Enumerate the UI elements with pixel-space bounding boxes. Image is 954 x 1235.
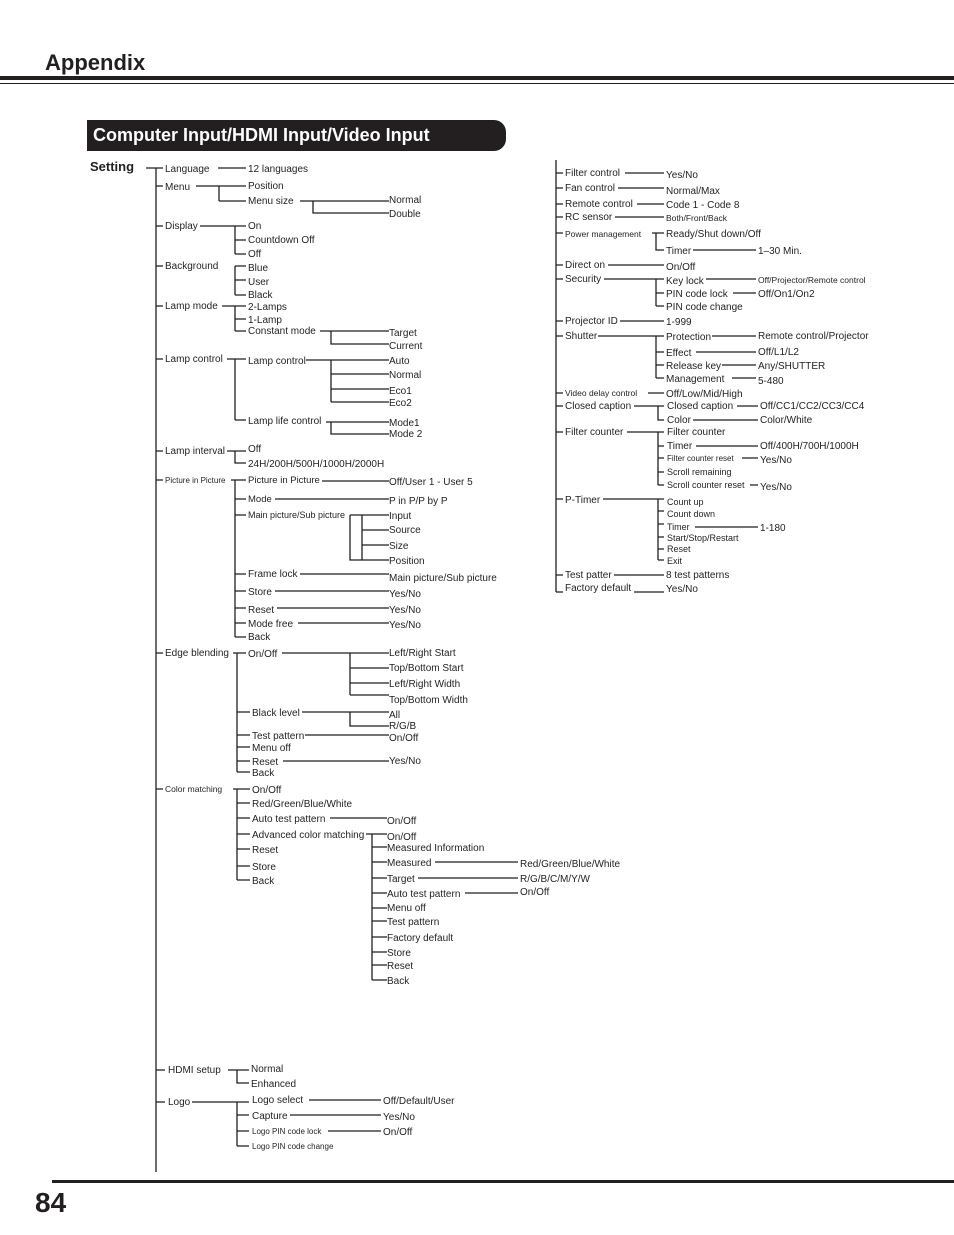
menu-label: Blue — [248, 263, 269, 274]
menu-label: Ready/Shut down/Off — [666, 229, 761, 240]
menu-label: Eco1 — [389, 386, 412, 397]
menu-label: Back — [252, 768, 275, 779]
menu-label: R/G/B/C/M/Y/W — [520, 874, 590, 885]
menu-label: Filter control — [565, 168, 621, 179]
menu-label: Release key — [666, 361, 722, 372]
menu-label: Top/Bottom Width — [389, 695, 468, 706]
menu-label: Menu size — [248, 196, 294, 207]
menu-label: Menu — [165, 182, 191, 193]
menu-label: Yes/No — [383, 1112, 415, 1123]
menu-label: Eco2 — [389, 398, 412, 409]
menu-label: On/Off — [383, 1127, 413, 1138]
menu-label: Auto test pattern — [387, 889, 461, 900]
menu-label: On/Off — [389, 733, 419, 744]
menu-label: On/Off — [387, 816, 417, 827]
menu-label: 8 test patterns — [666, 570, 730, 581]
menu-label: Closed caption — [667, 401, 734, 412]
menu-label: Advanced color matching — [252, 830, 365, 841]
menu-label: Normal — [389, 195, 422, 206]
menu-label: On/Off — [666, 262, 696, 273]
menu-label: Yes/No — [389, 605, 421, 616]
menu-label: Logo PIN code lock — [252, 1127, 322, 1136]
menu-label: Off/Low/Mid/High — [666, 389, 743, 400]
menu-label: Color — [667, 415, 691, 426]
menu-label: Timer — [666, 246, 692, 257]
menu-label: Background — [165, 261, 219, 272]
menu-label: Security — [565, 274, 602, 285]
menu-label: Lamp control — [248, 356, 306, 367]
menu-label: On — [248, 221, 262, 232]
menu-label: 24H/200H/500H/1000H/2000H — [248, 459, 385, 470]
header-title: Appendix — [45, 50, 146, 75]
menu-label: Frame lock — [248, 569, 298, 580]
menu-label: Normal — [389, 370, 422, 381]
menu-label: Back — [252, 876, 275, 887]
menu-label: Remote control/Projector — [758, 331, 869, 342]
menu-label: Top/Bottom Start — [389, 663, 464, 674]
tree-labels — [90, 159, 869, 1151]
menu-label: Count up — [667, 497, 704, 507]
menu-label: 1-999 — [666, 317, 692, 328]
menu-label: Scroll remaining — [667, 467, 732, 477]
menu-label: Test pattern — [387, 917, 440, 928]
menu-label: Off/L1/L2 — [758, 347, 799, 358]
menu-label: Picture in Picture — [248, 475, 320, 486]
menu-label: Mode 2 — [389, 429, 423, 440]
menu-label: Any/SHUTTER — [758, 361, 826, 372]
menu-label: Lamp life control — [248, 416, 322, 427]
menu-label: Main picture/Sub picture — [248, 510, 346, 520]
menu-label: Logo PIN code change — [252, 1142, 334, 1151]
menu-label: Store — [252, 862, 276, 873]
menu-label: Off/Projector/Remote control — [758, 275, 866, 285]
menu-label: Test pattern — [252, 731, 305, 742]
menu-label: Source — [389, 525, 421, 536]
menu-label: User — [248, 277, 270, 288]
menu-label: Key lock — [666, 276, 704, 287]
menu-label: Main picture/Sub picture — [389, 573, 497, 584]
menu-label: Lamp interval — [165, 446, 226, 457]
menu-label: Yes/No — [760, 455, 792, 466]
menu-label: 1-180 — [760, 523, 786, 534]
menu-label: Lamp control — [165, 354, 223, 365]
menu-label: Timer — [667, 441, 693, 452]
menu-label: Effect — [666, 348, 692, 359]
menu-label: Red/Green/Blue/White — [520, 859, 621, 870]
menu-label: Menu off — [387, 903, 426, 914]
menu-label: R/G/B — [389, 721, 417, 732]
menu-label: Scroll counter reset — [667, 480, 745, 490]
menu-label: Left/Right Width — [389, 679, 461, 690]
menu-label: On/Off — [387, 832, 417, 843]
menu-label: Protection — [666, 332, 712, 343]
menu-label: Store — [248, 587, 272, 598]
menu-label: Factory default — [565, 583, 632, 594]
menu-label: Back — [387, 976, 410, 987]
menu-label: Logo — [168, 1097, 191, 1108]
menu-label: Position — [248, 181, 284, 192]
menu-label: Power management — [565, 229, 642, 239]
menu-label: 5-480 — [758, 376, 784, 387]
menu-label: Video delay control — [565, 388, 638, 398]
menu-label: Exit — [667, 556, 683, 566]
menu-label: Count down — [667, 509, 716, 519]
menu-label: Mode — [248, 494, 272, 505]
menu-label: Language — [165, 164, 210, 175]
menu-label: Fan control — [565, 183, 616, 194]
menu-label: Projector ID — [565, 316, 618, 327]
menu-label: Remote control — [565, 199, 633, 210]
menu-label: Input — [389, 511, 412, 522]
menu-label: Reset — [387, 961, 414, 972]
menu-label: Normal — [251, 1064, 284, 1075]
menu-label: P in P/P by P — [389, 496, 448, 507]
menu-label: Off/On1/On2 — [758, 289, 815, 300]
menu-label: Color/White — [760, 415, 813, 426]
menu-label: 1-Lamp — [248, 315, 282, 326]
menu-label: Yes/No — [389, 589, 421, 600]
menu-label: Black level — [252, 708, 300, 719]
menu-label: Left/Right Start — [389, 648, 456, 659]
menu-label: Black — [248, 290, 273, 301]
menu-label: All — [389, 710, 401, 721]
menu-label: Off — [248, 444, 262, 455]
menu-label: Reset — [248, 605, 275, 616]
menu-label: Countdown Off — [248, 235, 315, 246]
menu-label: On/Off — [248, 649, 278, 660]
menu-label: Yes/No — [666, 584, 698, 595]
footer-rule — [52, 1180, 954, 1183]
menu-label: Both/Front/Back — [666, 213, 727, 223]
menu-label: Picture in Picture — [165, 476, 226, 485]
menu-label: RC sensor — [565, 212, 613, 223]
menu-label: Shutter — [565, 331, 598, 342]
menu-label: Reset — [252, 845, 279, 856]
menu-label: Auto — [389, 356, 410, 367]
menu-label: Color matching — [165, 784, 223, 794]
menu-label: Target — [389, 328, 417, 339]
menu-label: Measured — [387, 858, 432, 869]
menu-label: On/Off — [252, 785, 282, 796]
menu-label: Mode free — [248, 619, 294, 630]
menu-label: Direct on — [565, 260, 606, 271]
menu-label: Display — [165, 221, 198, 232]
menu-label: Position — [389, 556, 425, 567]
menu-label: Store — [387, 948, 411, 959]
menu-label: Size — [389, 541, 409, 552]
menu-label: Factory default — [387, 933, 454, 944]
menu-label: P-Timer — [565, 495, 601, 506]
menu-label: Yes/No — [389, 756, 421, 767]
menu-label: Off/400H/700H/1000H — [760, 441, 859, 452]
menu-label: Closed caption — [565, 401, 632, 412]
menu-label: Red/Green/Blue/White — [252, 799, 353, 810]
menu-label: Off — [248, 249, 262, 260]
menu-label: Lamp mode — [165, 301, 218, 312]
menu-label: Logo select — [252, 1095, 304, 1106]
menu-label: Timer — [667, 522, 690, 532]
menu-label: Test patter — [565, 570, 612, 581]
menu-label: Off/Default/User — [383, 1096, 455, 1107]
menu-label: Code 1 - Code 8 — [666, 200, 740, 211]
menu-label: Filter counter reset — [667, 454, 734, 463]
menu-label: PIN code lock — [666, 289, 728, 300]
menu-label: Mode1 — [389, 418, 420, 429]
menu-label: Setting — [90, 159, 135, 174]
menu-label: 1–30 Min. — [758, 246, 802, 257]
menu-label: Measured Information — [387, 843, 485, 854]
menu-label: Capture — [252, 1111, 288, 1122]
menu-label: Filter counter — [565, 427, 624, 438]
menu-label: Enhanced — [251, 1079, 297, 1090]
menu-label: Yes/No — [389, 620, 421, 631]
menu-label: Menu off — [252, 743, 291, 754]
menu-label: Start/Stop/Restart — [667, 533, 739, 543]
menu-label: Constant mode — [248, 326, 316, 337]
menu-label: On/Off — [520, 887, 550, 898]
menu-label: Edge blending — [165, 648, 229, 659]
menu-label: Reset — [667, 544, 691, 554]
menu-label: HDMI setup — [168, 1065, 221, 1076]
menu-label: Filter counter — [667, 427, 726, 438]
menu-label: Yes/No — [666, 170, 698, 181]
menu-label: Back — [248, 632, 271, 643]
menu-label: Off/User 1 - User 5 — [389, 477, 473, 488]
menu-label: 12 languages — [248, 164, 309, 175]
section-title: Computer Input/HDMI Input/Video Input — [93, 125, 430, 145]
page-number: 84 — [35, 1187, 67, 1218]
menu-label: Management — [666, 374, 725, 385]
menu-label: Current — [389, 341, 423, 352]
menu-label: Off/CC1/CC2/CC3/CC4 — [760, 401, 865, 412]
menu-label: Double — [389, 209, 421, 220]
menu-label: Normal/Max — [666, 186, 720, 197]
menu-label: Yes/No — [760, 482, 792, 493]
menu-label: Reset — [252, 757, 279, 768]
menu-label: PIN code change — [666, 302, 743, 313]
menu-label: Target — [387, 874, 415, 885]
menu-label: 2-Lamps — [248, 302, 287, 313]
menu-label: Auto test pattern — [252, 814, 326, 825]
